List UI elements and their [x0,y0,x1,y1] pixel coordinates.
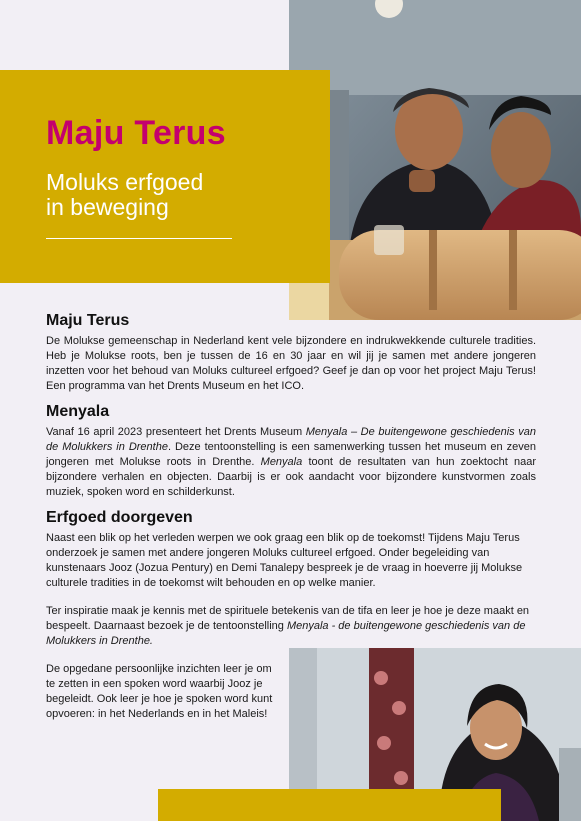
section-heading: Erfgoed doorgeven [46,509,193,526]
section-body: De Molukse gemeenschap in Nederland kent vele bijzondere en indrukwekkende culturele tradities. Heb je Molukse roots, ben je tussen de 16 en 30 jaar en wil jij je samen met andere jongeren inzetten voor het behoud van Moluks cultureel erfgoed? Geef je dan op voor het project Maju Terus! Een programma van het Drents Museum en het ICO. [46,335,536,392]
photo-two-men-laughing [289,0,581,320]
section-erfgoed-doorgeven [46,509,536,722]
text-run: Vanaf 16 april 2023 presenteert het Drents Museum [46,426,306,438]
page-subtitle [46,170,203,220]
section-paragraph-1: Naast een blik op het verleden werpen we ook graag een blik op de toekomst! Tijdens Maju Terus onderzoek je samen met andere jongeren Moluks cultureel erfgoed. Onder begeleiding van kunstenaars Jooz (Jozua Pentury) en Demi Tanalepy bespreek je de vraag in hoeverre jij Molukse culturele tradities in de toekomst wilt behouden en op welke manier. [46,532,523,589]
subtitle-line-2: in beweging [46,194,169,220]
section-maju-terus [46,312,536,394]
text-run: Ter inspiratie maak je kennis met de spirituele betekenis van de tifa en leer je hoe je deze maakt en bespeelt. Daarnaast bezoek je de tentoonstelling [46,605,530,632]
page-title: Maju Terus [46,114,226,152]
section-heading: Menyala [46,403,110,420]
text-run: toont de resultaten van hun zoektocht naar bijzondere verhalen en objecten. Daarbij is er ook aandacht voor bijzondere kunstvormen zoals muziek, spoken word en schilderkunst. [46,456,536,498]
section-paragraph-2 [46,604,536,649]
section-paragraph-3: De opgedane persoonlijke inzichten leer je om te zetten in een spoken word waarbij Jooz je begeleidt. Ook leer je hoe je spoken word kunt opvoeren: in het Nederlands en in het Maleis! [46,663,273,720]
article-content [46,312,536,722]
footer-accent-bar [158,789,501,821]
section-body [46,425,536,500]
section-heading: Maju Terus [46,312,130,329]
title-divider [46,238,232,239]
photo-illustration [289,0,581,320]
exhibition-name: Menyala [260,456,303,468]
exhibition-title: Menyala - de buitengewone geschiedenis van de Molukkers in Drenthe. [46,620,526,647]
exhibition-title: Menyala – De buitengewone geschiedenis van de Molukkers in Drenthe [46,426,536,453]
section-menyala [46,403,536,500]
hero-banner [0,70,330,283]
subtitle-line-1: Moluks erfgoed [46,169,204,195]
text-run: . Deze tentoonstelling is een samenwerking tussen het museum en zeven jongeren met Molukse roots in Drenthe. [46,441,536,468]
